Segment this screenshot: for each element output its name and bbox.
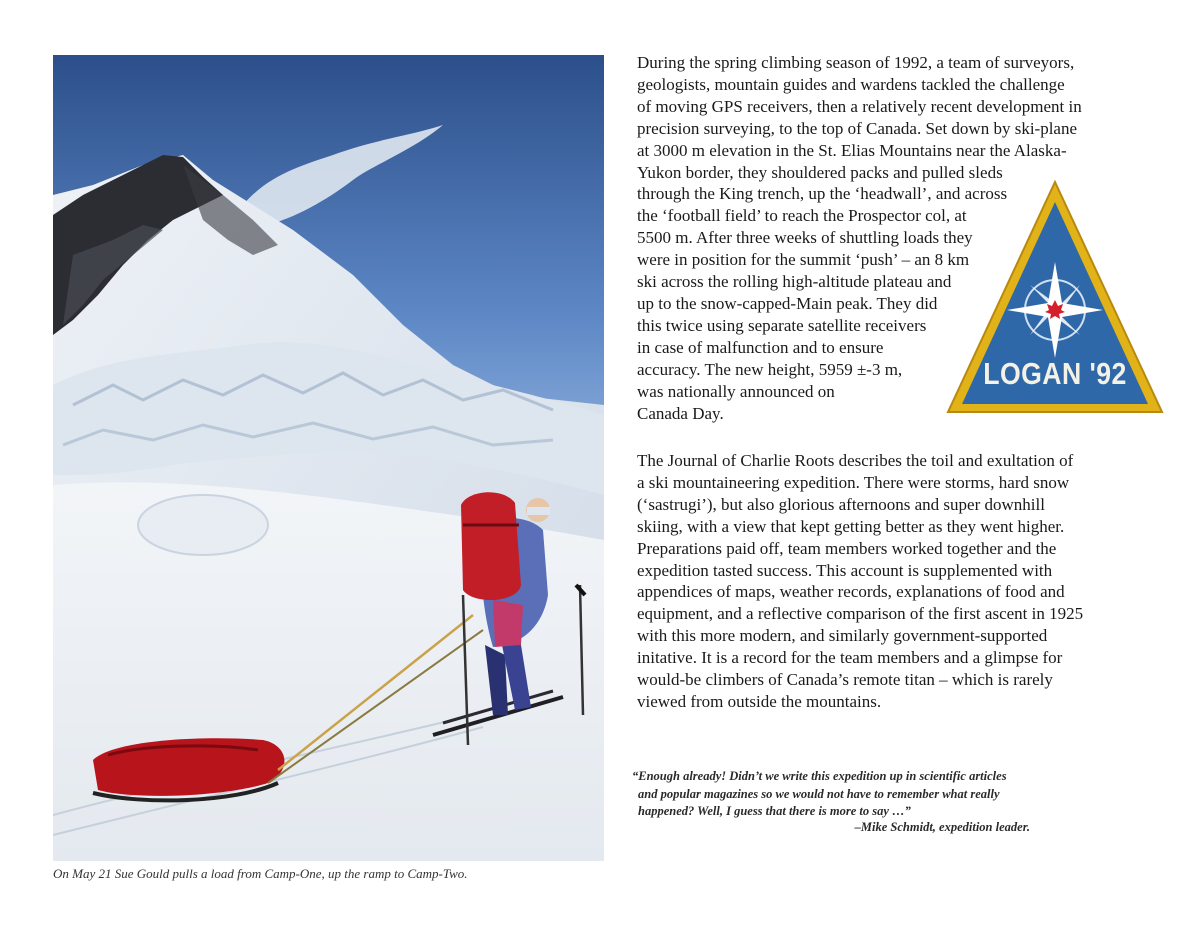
text-line: up to the snow-capped-Main peak. They did: [637, 293, 938, 313]
text-line: at 3000 m elevation in the St. Elias Mountains near the Alaska-: [637, 140, 1067, 160]
text-line: Preparations paid off, team members worked together and the: [637, 538, 1057, 558]
text-line: were in position for the summit ‘push’ – an 8 km: [637, 250, 970, 270]
text-line: appendices of maps, weather records, explanations of food and: [637, 582, 1065, 602]
quote-line: happened? Well, I guess that there is more to say …”: [638, 804, 911, 818]
text-line: this twice using separate satellite receivers: [637, 315, 927, 335]
text-line: 5500 m. After three weeks of shuttling loads they: [637, 228, 973, 248]
text-line: ski across the rolling high-altitude plateau and: [637, 272, 952, 292]
mountain-skier-illustration: [53, 55, 604, 861]
text-line: Yukon border, they shouldered packs and pulled sleds: [637, 162, 1003, 182]
patch-label: LOGAN '92: [983, 356, 1127, 391]
photo-caption: On May 21 Sue Gould pulls a load from Camp-One, up the ramp to Camp-Two.: [53, 866, 468, 881]
text-line: a ski mountaineering expedition. There were storms, hard snow: [637, 472, 1070, 492]
text-line: skiing, with a view that kept getting better as they went higher.: [637, 516, 1065, 536]
expedition-photo: [53, 55, 604, 861]
text-line: precision surveying, to the top of Canada. Set down by ski-plane: [637, 118, 1078, 138]
text-line: in case of malfunction and to ensure: [637, 337, 884, 357]
pull-quote: [632, 768, 1052, 821]
text-line: initative. It is a record for the team members and a glimpse for: [637, 648, 1063, 668]
text-line: The Journal of Charlie Roots describes the toil and exultation of: [637, 451, 1074, 470]
text-line: the ‘football field’ to reach the Prospector col, at: [637, 206, 967, 226]
journal-paragraph: [637, 450, 1127, 713]
text-line: accuracy. The new height, 5959 ±-3 m,: [637, 359, 903, 379]
quote-line: and popular magazines so we would not have to remember what really: [638, 786, 1000, 801]
text-line: with this more modern, and similarly government-supported: [637, 626, 1048, 646]
logan-92-patch: [944, 178, 1166, 418]
text-line: of moving GPS receivers, then a relatively recent development in: [637, 96, 1082, 116]
text-line: equipment, and a reflective comparison of the first ascent in 1925: [637, 604, 1084, 624]
text-line: (‘sastrugi’), but also glorious afternoons and super downhill: [637, 494, 1045, 514]
text-line: would-be climbers of Canada’s remote titan – which is rarely: [637, 670, 1053, 690]
text-line: viewed from outside the mountains.: [637, 691, 882, 711]
quote-attribution: –Mike Schmidt, expedition leader.: [854, 820, 1030, 834]
text-line: Canada Day.: [637, 403, 724, 423]
quote-line: “Enough already! Didn’t we write this expedition up in scientific articles: [632, 769, 1007, 783]
text-line: was nationally announced on: [637, 381, 835, 401]
text-line: During the spring climbing season of 1992, a team of surveyors,: [637, 53, 1075, 72]
text-line: expedition tasted success. This account is supplemented with: [637, 560, 1053, 580]
text-line: geologists, mountain guides and wardens tackled the challenge: [637, 74, 1065, 94]
text-line: through the King trench, up the ‘headwall’, and across: [637, 184, 1008, 204]
